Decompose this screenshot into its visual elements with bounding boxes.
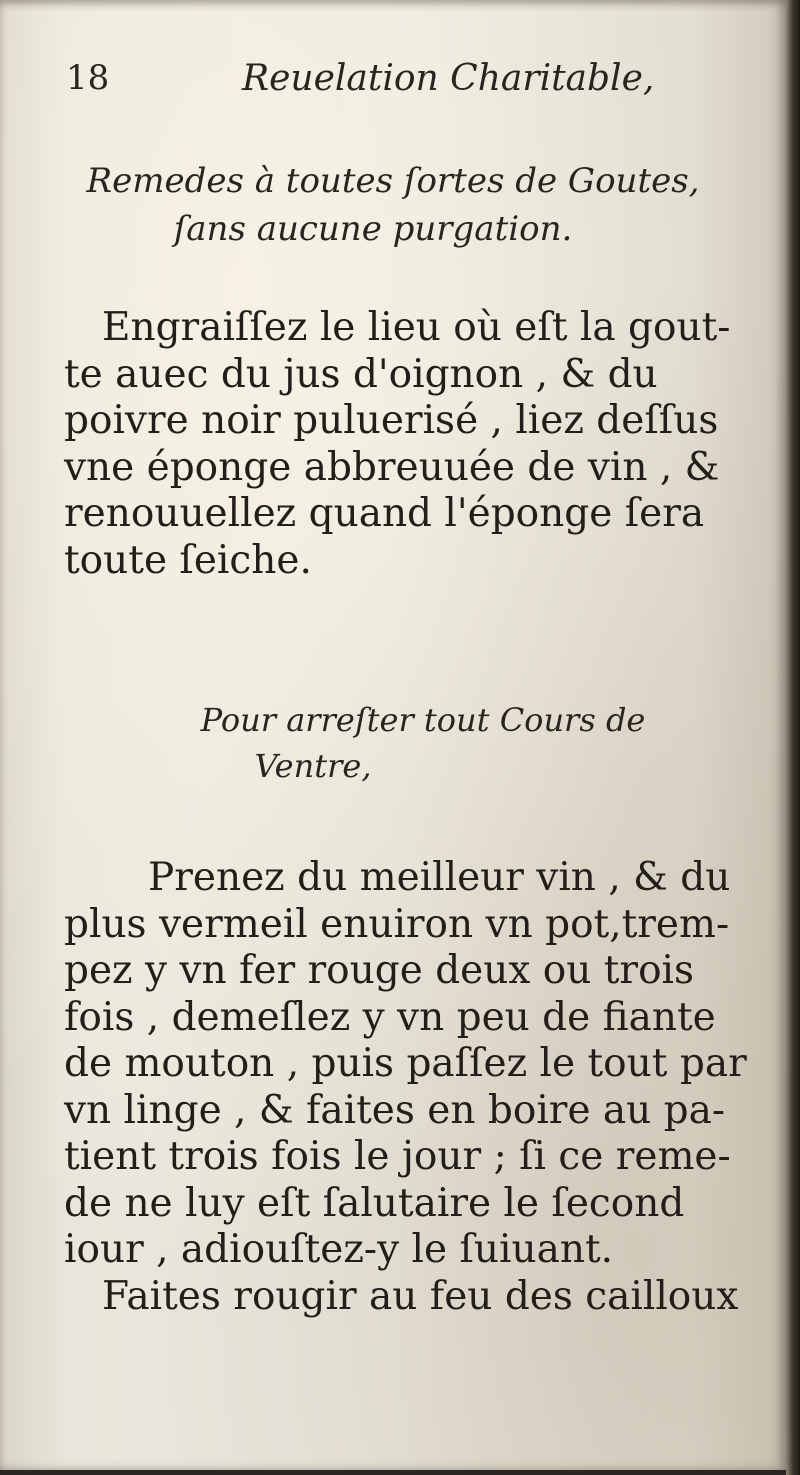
text-line: de mouton , puis paſſez le tout par bbox=[64, 1041, 747, 1086]
text-line: de ne luy eſt ſalutaire le ſecond bbox=[64, 1180, 685, 1226]
section-heading-gout bbox=[0, 157, 786, 253]
text-line: vne éponge abbreuuée de vin , & bbox=[64, 444, 720, 490]
text-line: fois , demeſlez y vn peu de fiante bbox=[64, 994, 716, 1040]
paragraph-gout-remedy bbox=[64, 305, 764, 584]
text-line: pez y vn fer rouge deux ou trois bbox=[64, 948, 695, 993]
text-line: Prenez du meilleur vin , & du bbox=[148, 855, 731, 900]
text-line: poivre noir puluerisé , liez deſſus bbox=[64, 398, 719, 443]
text-line: renouuellez quand l'éponge ſera bbox=[64, 491, 705, 536]
text-line: Faites rougir au feu des cailloux bbox=[102, 1273, 739, 1319]
text-line: te auec du jus d'oignon , & du bbox=[64, 351, 658, 397]
paragraph-diarrhea-remedy bbox=[64, 855, 764, 1320]
running-title: Reuelation Charitable, bbox=[242, 58, 655, 99]
text-line: tient trois fois le jour ; ſi ce reme- bbox=[64, 1134, 731, 1179]
book-gutter-edge bbox=[786, 0, 800, 1475]
section-heading-diarrhea bbox=[0, 697, 786, 789]
text-line: iour , adiouſtez-y le ſuiuant. bbox=[64, 1227, 614, 1272]
heading-line: ſans aucune purgation. bbox=[173, 209, 573, 249]
heading-line: Ventre, bbox=[254, 747, 372, 785]
page-number: 18 bbox=[66, 58, 110, 98]
text-line: vn linge , & faites en boire au pa- bbox=[64, 1087, 726, 1133]
page-header bbox=[66, 58, 706, 108]
heading-line: Pour arreſter tout Cours de bbox=[200, 701, 646, 739]
text-line: toute ſeiche. bbox=[64, 537, 312, 583]
text-line: Engraiſſez le lieu où eſt la gout- bbox=[102, 305, 731, 350]
text-line: plus vermeil enuiron vn pot,trem- bbox=[64, 901, 730, 947]
heading-line: Remedes à toutes ſortes de Goutes, bbox=[86, 161, 700, 201]
